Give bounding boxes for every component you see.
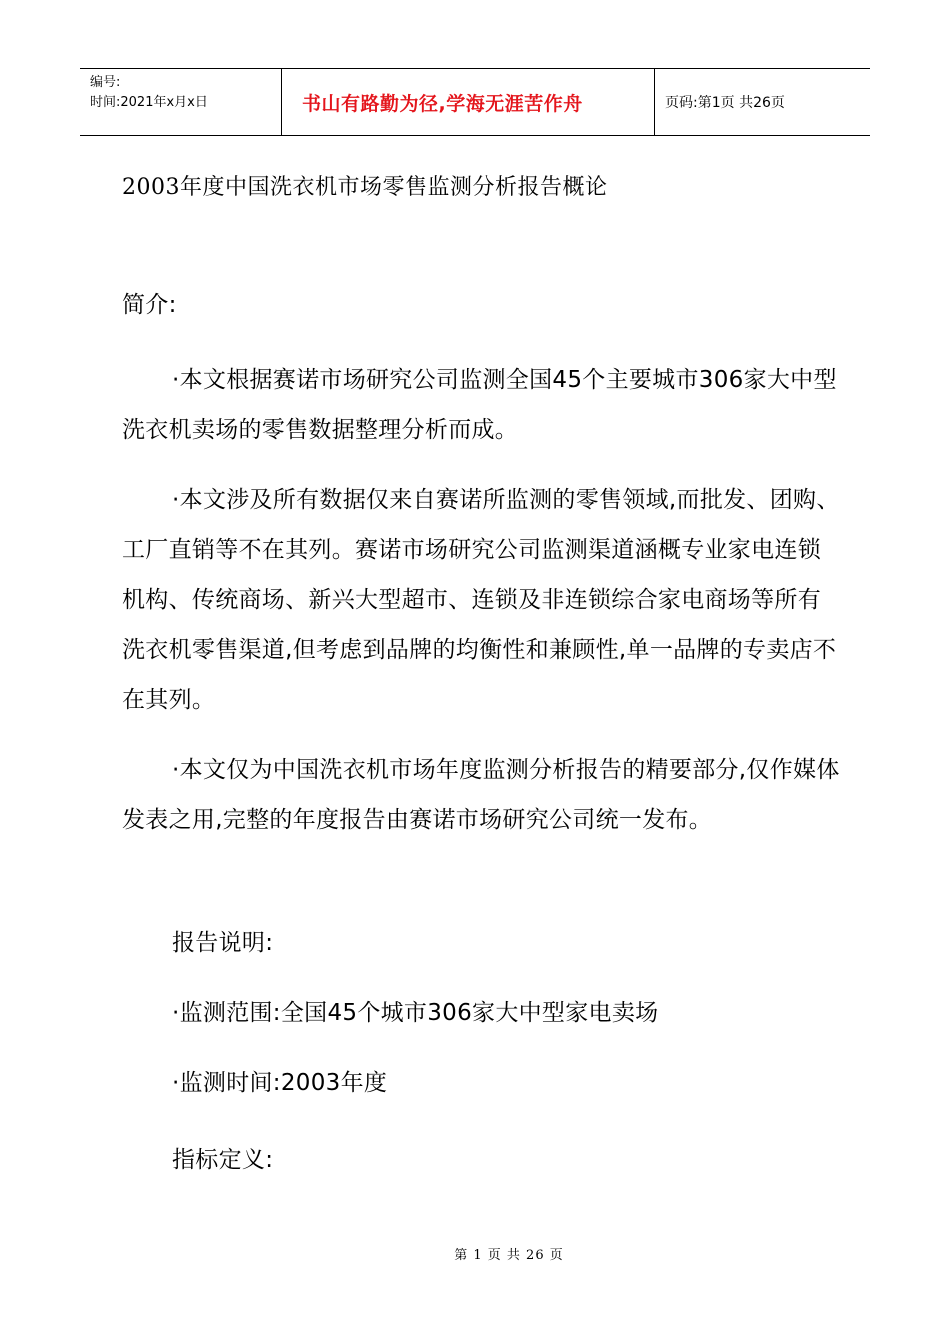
monitoring-scope: ·监测范围:全国45个城市306家大中型家电卖场: [172, 1000, 659, 1026]
paragraph-1: ·本文根据赛诺市场研究公司监测全国45个主要城市306家大中型洗衣机卖场的零售数据整理分析而成。: [122, 367, 837, 443]
definition-heading: 指标定义:: [172, 1147, 274, 1173]
page-info: 页码:第1页 共26页: [665, 95, 785, 111]
paragraph-2: ·本文涉及所有数据仅来自赛诺所监测的零售领域,而批发、团购、工厂直销等不在其列。赛诺市场研究公司监测渠道涵概专业家电连锁机构、传统商场、新兴大型超市、连锁及非连锁综合家电商场等所有洗衣机零售渠道,但考虑到品牌的均衡性和兼顾性,单一品牌的专卖店不在其列。: [122, 487, 840, 713]
header-page-cell: [655, 69, 870, 135]
document-title: 2003年度中国洗衣机市场零售监测分析报告概论: [122, 175, 608, 200]
time-label: 时间:2021年x月x日: [90, 95, 208, 110]
document-header: [80, 68, 870, 136]
intro-heading: 简介:: [122, 292, 177, 318]
footer-page-number: 第 1 页 共 26 页: [454, 1248, 564, 1263]
report-heading: 报告说明:: [172, 930, 274, 956]
paragraph-3: ·本文仅为中国洗衣机市场年度监测分析报告的精要部分,仅作媒体发表之用,完整的年度报告由赛诺市场研究公司统一发布。: [122, 757, 840, 833]
header-motto-cell: [282, 69, 655, 135]
monitoring-period: ·监测时间:2003年度: [172, 1070, 388, 1096]
page-footer: [0, 1244, 950, 1263]
motto-text: 书山有路勤为径,学海无涯苦作舟: [302, 92, 583, 115]
header-meta-cell: [80, 69, 282, 135]
number-label: 编号:: [90, 75, 121, 90]
